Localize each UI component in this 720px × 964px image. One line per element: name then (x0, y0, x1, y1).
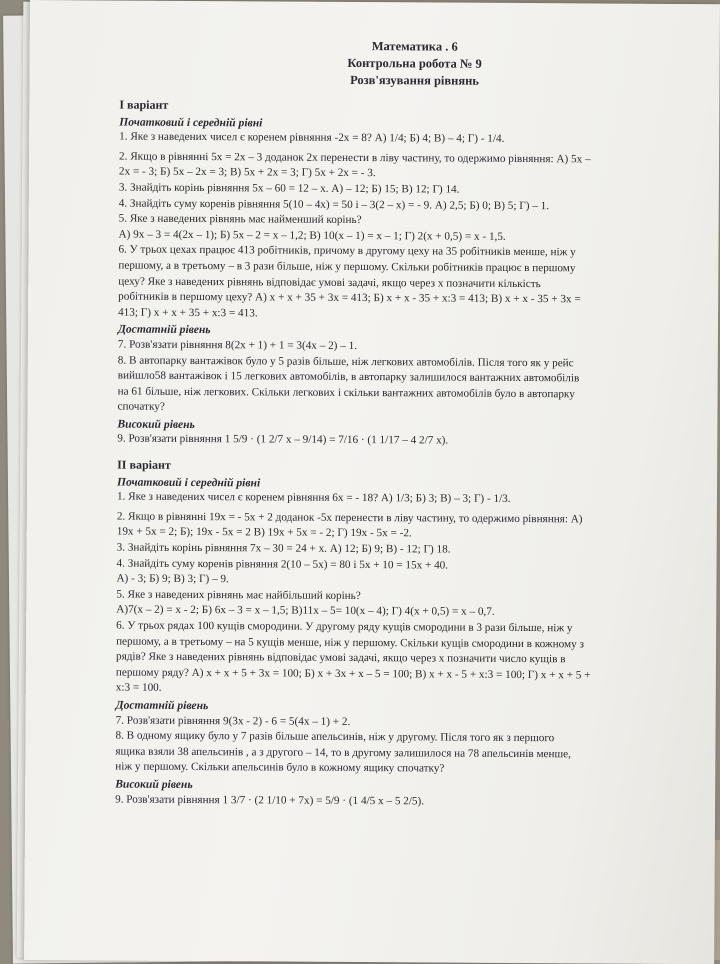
v2-question-6-line4: першому ряду? А) х + х + 5 + 3х = 100; Б) х + 3х + х – 5 = 100; В) х + х - 5 + х:3 = 100; Г) х + х + 5 + (115, 666, 591, 682)
v1-question-8-line3: на 61 більше, ніж легкових. Скільки легкових і скільки вантажних автомобілів було в автопарку (117, 385, 575, 401)
v2-question-8-line1: 8. В одному ящику було у 7 разів більше апельсинів, ніж у другому. Після того як з першого (115, 729, 555, 745)
v1-question-4: 4. Знайдіть суму коренів рівняння 5(10 – 4х) = 50 і – 3(2 – х) = - 9. А) 2,5; Б) 0; В) 5; Г) – 1. (118, 197, 550, 212)
v1-question-8-line4: спочатку? (117, 400, 165, 414)
v1-question-2-line2: 2х = - 3; Б) 5х – 2х = 3; В) 5х + 2х = 3; Г) 5х + 2х = - 3. (118, 165, 376, 180)
v2-level-basic: Початковий і середній рівні (117, 475, 261, 490)
v2-question-8-line2: ящика взяли 38 апельсинів , а з другого – 14, то в другому залишилося на 78 апельсинів менше, (115, 745, 571, 761)
v2-question-4-line2: А) - 3; Б) 9; В) 3; Г) – 9. (116, 572, 229, 586)
v1-question-6-line4: робітників в першому цеху? А) х + х + 35 + 3х = 413; Б) х + х - 35 + х:3 = 413; В) х + х - 35 + 3х = (118, 290, 581, 306)
variant-2-heading: ІІ варіант (117, 457, 171, 472)
v1-level-sufficient: Достатній рівень (117, 322, 211, 337)
v2-question-2-line2: 19х + 5х = 2; Б); 19х - 5х = 2 В) 19х + 5х = - 2; Г) 19х - 5х = -2. (116, 525, 412, 540)
v2-level-sufficient: Достатній рівень (115, 698, 209, 713)
v1-question-8-line2: вийшло58 вантажівок і 15 легкових автомобілів, в автопарку залишилося вантажних автомобілів (117, 369, 580, 385)
v2-question-6-line5: х:3 = 100. (115, 681, 162, 695)
v1-question-8-line1: 8. В автопарку вантажівок було у 5 разів більше, ніж легкових автомобілів. Після того як у рейс (117, 354, 574, 369)
v2-level-high: Високий рівень (115, 777, 193, 791)
sheet-content (115, 37, 710, 812)
v2-question-9: 9. Розв'язати рівняння 1 3/7 · (2 1/10 + 7x) = 5/9 · (1 4/5 x – 5 2/5). (115, 793, 425, 807)
variant-1-heading: І варіант (119, 97, 169, 112)
v2-question-8-line3: ніж у першому. Скільки апельсинів було в кожному ящику спочатку? (115, 760, 445, 775)
v1-question-6-line3: цеху? Яке з наведених рівнянь відповідає умові задачі, якщо через х позначити кількість (118, 275, 541, 290)
v2-question-6-line2: першому, а в третьому – на 5 кущів менше, ніж у першому. Скільки кущів смородини в кожному з (116, 635, 584, 650)
test-sheet (24, 0, 720, 964)
v2-question-3: 3. Знайдіть корінь рівняння 7х – 30 = 24 + х. А) 12; Б) 9; В) - 12; Г) 18. (116, 541, 451, 556)
v2-question-7: 7. Розв'язати рівняння 9(3х - 2) - 6 = 5(4х – 1) + 2. (115, 714, 351, 728)
v1-question-2-line1: 2. Якщо в рівнянні 5х = 2х – 3 доданок 2х перенести в ліву частину, то одержимо рівняння: А) 5х – (119, 150, 591, 166)
v1-question-1: 1. Яке з наведених чисел є коренем рівняння -2х = 8? А) 1/4; Б) 4; В) – 4; Г) - 1/4. (119, 130, 505, 146)
v2-question-5-line1: 5. Яке з наведених рівнянь має найбільший корінь? (116, 588, 361, 602)
v1-level-basic: Початковий і середній рівні (119, 115, 263, 130)
v1-question-5-line1: 5. Яке з наведених рівнянь має найменший корінь? (118, 212, 362, 227)
v1-question-3: 3. Знайдіть корінь рівняння 5х – 60 = 12 – х. А) – 12; Б) 15; В) 12; Г) 14. (118, 181, 460, 196)
v2-question-6-line3: рядів? Яке з наведених рівнянь відповідає умові задачі, якщо через х позначити число кущів в (115, 650, 566, 666)
v2-question-5-line2: А)7(х – 2) = х - 2; Б) 6х – 3 = х – 1,5; В)11х – 5= 10(х – 4); Г) 4(х + 0,5) = х – 0,7. (116, 603, 495, 619)
v1-question-6-line2: першому, а в третьому – в 3 рази більше, ніж у першому. Скільки робітників працює в першому (118, 259, 576, 275)
v1-question-7: 7. Розв'язати рівняння 8(2х + 1) + 1 = 3(4х – 2) – 1. (117, 338, 358, 352)
v2-question-6-line1: 6. У трьох рядах 100 кущів смородини. У другому ряду кущів смородини в 3 рази більше, ніж у (116, 619, 573, 635)
v2-question-4-line1: 4. Знайдіть суму коренів рівняння 2(10 – 5х) = 80 і 5х + 10 = 15х + 40. (116, 557, 449, 572)
v1-level-high: Високий рівень (117, 417, 195, 431)
subject-title: Математика . 6 (371, 39, 458, 54)
v1-question-6-line5: 413; Г) х + х + 35 + х:3 = 413. (118, 306, 258, 320)
v1-question-5-line2: А) 9х – 3 = 4(2х – 1); Б) 5х – 2 = х – 1,2; В) 10(х – 1) = х – 1; Г) 2(х + 0,5) = х - 1,5. (118, 228, 506, 243)
v1-question-9: 9. Розв'язати рівняння 1 5/9 · (1 2/7 x – 9/14) = 7/16 · (1 1/17 – 4 2/7 x). (117, 433, 449, 448)
v1-question-6-line1: 6. У трьох цехах працює 413 робітників, причому в другому цеху на 35 робітників менше, ніж у (118, 243, 576, 259)
test-number-title: Контрольна робота № 9 (347, 55, 482, 71)
v2-question-1: 1. Яке з наведених чисел є коренем рівняння 6х = - 18? А) 1/3; Б) 3; В) – 3; Г) - 1/3. (116, 490, 511, 506)
v2-question-2-line1: 2. Якщо в рівнянні 19х = - 5х + 2 доданок -5х перенести в ліву частину, то одержимо рівняння: А) (116, 510, 583, 526)
topic-title: Розв'язування рівнянь (350, 72, 479, 88)
